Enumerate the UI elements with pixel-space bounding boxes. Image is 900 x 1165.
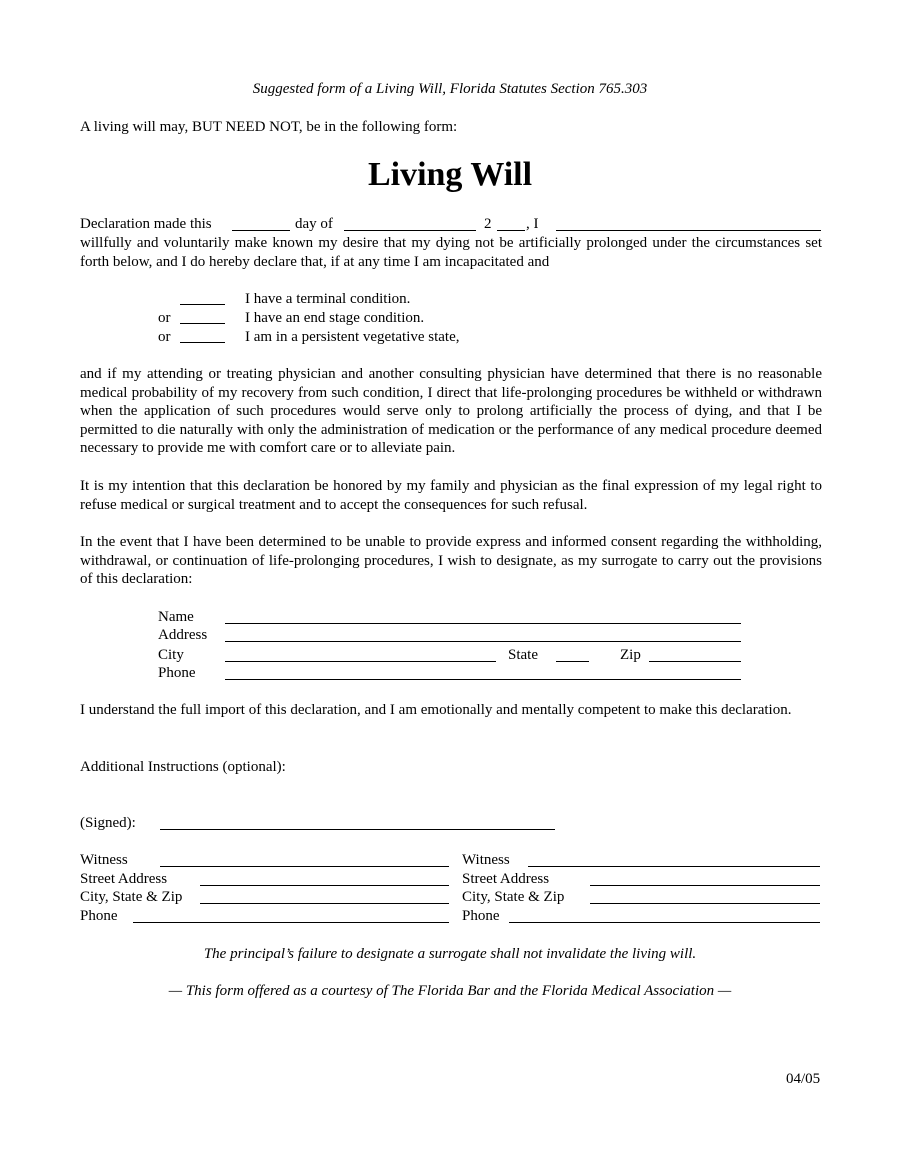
signature-field[interactable] [160, 829, 555, 830]
witness-2-city-field[interactable] [590, 903, 820, 904]
month-field[interactable] [344, 230, 476, 231]
condition-end-stage-text: I have an end stage condition. [245, 310, 425, 326]
surrogate-address-label: Address [158, 627, 208, 643]
signed-label: (Signed): [80, 815, 136, 831]
page-title: Living Will [367, 156, 533, 193]
surrogate-state-label: State [508, 647, 538, 663]
declaration-continuation: willfully and voluntarily make known my desire that my dying not be artificially prolonged under the circumstances set forth below, and I do hereby declare that, if at any time I am incapacitated and [80, 235, 822, 270]
witness-1-phone-label: Phone [80, 908, 118, 924]
witness-2-street-label: Street Address [462, 871, 550, 887]
witness-1-city-field[interactable] [200, 903, 449, 904]
condition-or-label: or [158, 329, 171, 345]
intention-paragraph: It is my intention that this declaration be honored by my family and physician as the final expression of my legal right to refuse medical or surgical treatment and to accept the consequences for such refusal. [80, 478, 822, 513]
surrogate-paragraph: In the event that I have been determined to be unable to provide express and informed consent regarding the withholding, withdrawal, or continuation of life-prolonging procedures, I wish to designate, as my surrogate to carry out the provisions of this declaration: [80, 534, 822, 588]
witness-2-city-label: City, State & Zip [462, 889, 565, 905]
witness-2-phone-field[interactable] [509, 922, 820, 923]
condition-terminal-text: I have a terminal condition. [245, 291, 411, 307]
year-prefix: 2 [484, 216, 492, 232]
understand-paragraph: I understand the full import of this declaration, and I am emotionally and mentally competent to make this declaration. [80, 702, 792, 718]
comma-i-label: , I [526, 216, 539, 232]
condition-end-stage-checkline[interactable] [180, 323, 225, 324]
witness-2-label: Witness [462, 852, 510, 868]
day-field[interactable] [232, 230, 290, 231]
witness-2-street-field[interactable] [590, 885, 820, 886]
witness-1-label: Witness [80, 852, 128, 868]
suggested-form-caption: Suggested form of a Living Will, Florida Statutes Section 765.303 [252, 81, 648, 97]
condition-terminal-checkline[interactable] [180, 304, 225, 305]
surrogate-name-label: Name [158, 609, 194, 625]
declarant-name-field[interactable] [556, 230, 821, 231]
surrogate-phone-field[interactable] [225, 679, 741, 680]
surrogate-phone-label: Phone [158, 665, 196, 681]
witness-1-street-label: Street Address [80, 871, 168, 887]
witness-2-phone-label: Phone [462, 908, 500, 924]
surrogate-zip-field[interactable] [649, 661, 741, 662]
witness-1-field[interactable] [160, 866, 449, 867]
declaration-made-this-label: Declaration made this [80, 216, 212, 232]
courtesy-note: — This form offered as a courtesy of The Florida Bar and the Florida Medical Association — [168, 983, 732, 999]
intro-text: A living will may, BUT NEED NOT, be in the following form: [80, 119, 458, 135]
condition-or-label: or [158, 310, 171, 326]
surrogate-note: The principal’s failure to designate a surrogate shall not invalidate the living will. [203, 946, 697, 962]
surrogate-city-field[interactable] [225, 661, 496, 662]
witness-1-city-label: City, State & Zip [80, 889, 183, 905]
surrogate-name-field[interactable] [225, 623, 741, 624]
surrogate-address-field[interactable] [225, 641, 741, 642]
surrogate-zip-label: Zip [620, 647, 641, 663]
revision-date: 04/05 [786, 1071, 821, 1087]
condition-vegetative-text: I am in a persistent vegetative state, [245, 329, 460, 345]
day-of-label: day of [295, 216, 333, 232]
condition-vegetative-checkline[interactable] [180, 342, 225, 343]
additional-instructions-label: Additional Instructions (optional): [80, 759, 286, 775]
witness-1-phone-field[interactable] [133, 922, 449, 923]
witness-1-street-field[interactable] [200, 885, 449, 886]
witness-2-field[interactable] [528, 866, 820, 867]
year-field[interactable] [497, 230, 525, 231]
surrogate-state-field[interactable] [556, 661, 589, 662]
directive-paragraph: and if my attending or treating physician and another consulting physician have determined that there is no reasonable medical probability of my recovery from such condition, I direct that life-prolonging procedures be withheld or withdrawn when the application of such procedures would serve only to prolong artificially the process of dying, and that I be permitted to die naturally with only the administration of medication or the performance of any medical procedure deemed necessary to provide me with comfort care or to alleviate pain. [80, 366, 822, 457]
surrogate-city-label: City [158, 647, 184, 663]
